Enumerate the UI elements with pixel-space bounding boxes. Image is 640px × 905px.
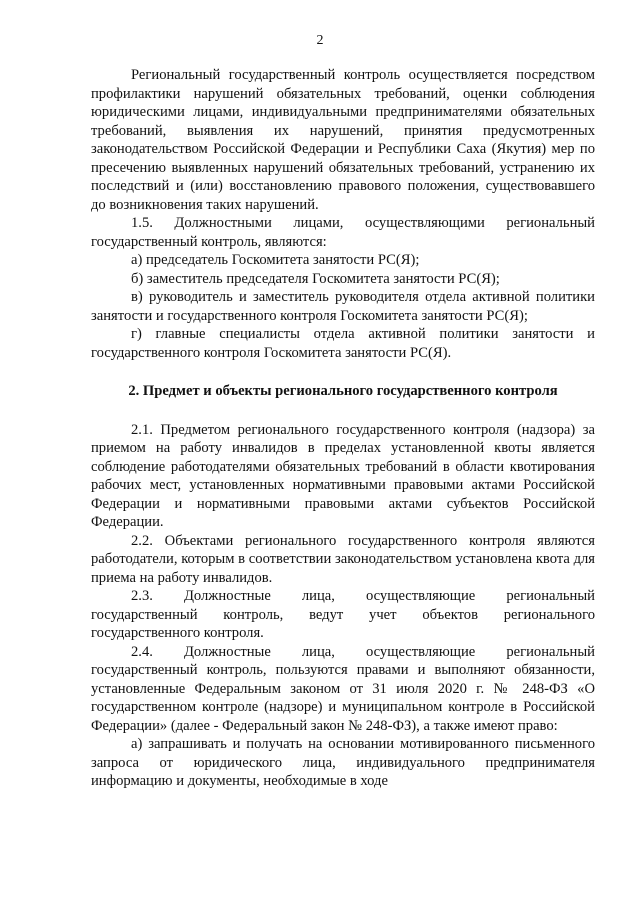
paragraph-2-3: 2.3. Должностные лица, осуществляющие региональный государственный контроль, ведут учет объектов регионального государственного контроля.	[91, 588, 595, 641]
document-body	[91, 66, 595, 791]
paragraph-2-4-a: а) запрашивать и получать на основании мотивированного письменного запроса от юридического лица, индивидуального предпринимателя информацию и документы, необходимые в ходе	[91, 736, 595, 789]
list-item-a: а) председатель Госкомитета занятости РС(Я);	[131, 252, 420, 268]
page-number: 2	[316, 33, 324, 48]
paragraph-2-2: 2.2. Объектами регионального государственного контроля являются работодатели, которым в соответствии законодательством установлена квота для приема на работу инвалидов.	[91, 532, 595, 586]
paragraph-2-1: 2.1. Предметом регионального государственного контроля (надзора) за приемом на работу инвалидов в пределах установленной квоты является соблюдение работодателями обязательных требований в области квотирования рабочих мест, установленных нормативными правовыми актами Российской Федерации и нормативными правовыми актами субъектов Российской Федерации.	[91, 421, 595, 530]
list-item-b: б) заместитель председателя Госкомитета занятости РС(Я);	[131, 270, 500, 287]
section-2-heading: 2. Предмет и объекты регионального государственного контроля	[128, 383, 558, 399]
paragraph-2-4: 2.4. Должностные лица, осуществляющие региональный государственный контроль, пользуются правами и выполняют обязанности, установленные Федеральным законом от 31 июля 2020 г. № 248-ФЗ «О государственном контроле (надзоре) и муниципальном контроле в Российской Федерации» (далее - Федеральный закон № 248-ФЗ), а также имеют право:	[91, 643, 595, 734]
list-item-g: г) главные специалисты отдела активной политики занятости и государственного контроля Госкомитета занятости РС(Я).	[91, 326, 595, 361]
paragraph-regional-control: Региональный государственный контроль осуществляется посредством профилактики нарушений обязательных требований, оценки соблюдения юридическими лицами, индивидуальными предпринимателями обязательных требований, выявления их нарушений, принятия предусмотренных законодательством Российской Федерации и Республики Саха (Якутия) мер по пресечению выявленных нарушений обязательных требований, устранению их последствий и (или) восстановлению правового положения, существовавшего до возникновения таких нарушений.	[91, 67, 595, 213]
paragraph-1-5: 1.5. Должностными лицами, осуществляющими региональный государственный контроль, являются:	[91, 215, 595, 250]
list-item-v: в) руководитель и заместитель руководителя отдела активной политики занятости и государственного контроля Госкомитета занятости РС(Я);	[91, 289, 595, 324]
